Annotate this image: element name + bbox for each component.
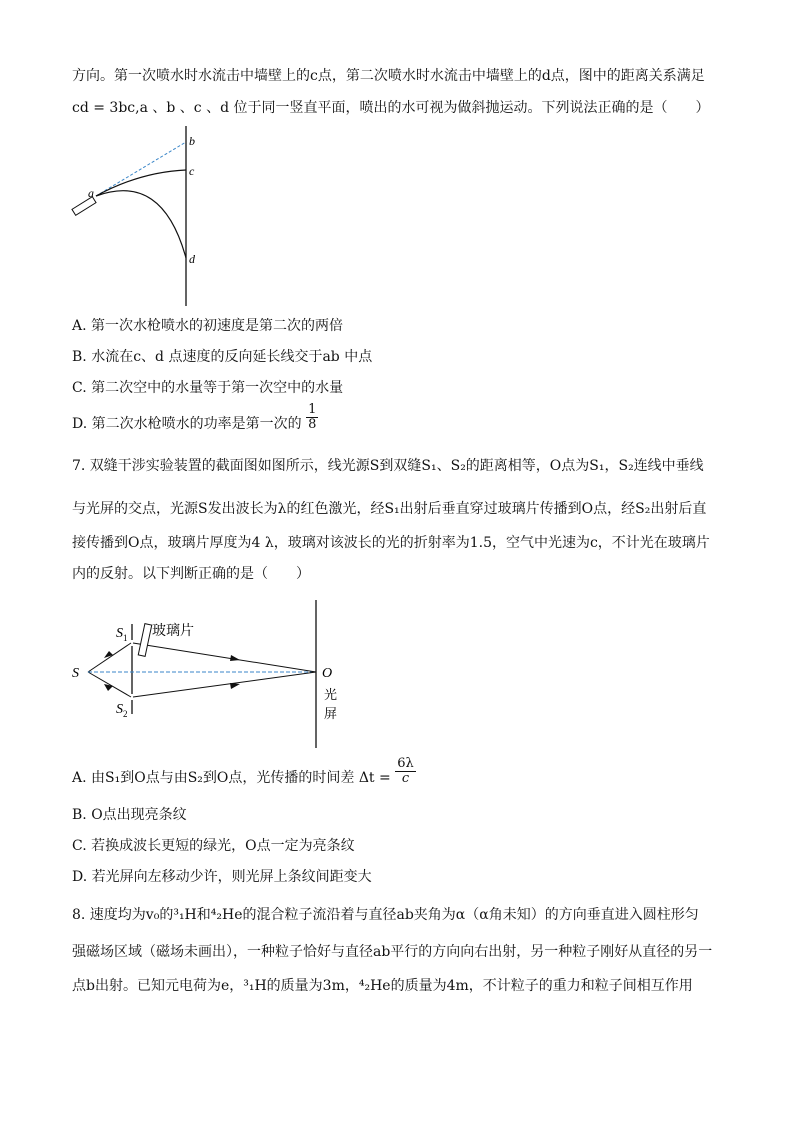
q7-option-c: C. 若换成波长更短的绿光，O点一定为亮条纹 (72, 838, 355, 854)
q8-text-line2: 强磁场区域（磁场未画出），一种粒子恰好与直径ab平行的方向向右出射，另一种粒子刚好从直径的另一 (72, 944, 713, 960)
label-a: a (88, 186, 94, 200)
ray-s-s2 (88, 672, 131, 697)
label-b: b (189, 134, 195, 148)
ray-s1-o (133, 643, 316, 672)
q6-option-b: B. 水流在c、d 点速度的反向延长线交于ab 中点 (72, 349, 373, 365)
arrow-s-s2 (104, 684, 113, 691)
q6-text-line1: 方向。第一次喷水时水流击中墙壁上的c点，第二次喷水时水流击中墙壁上的d点，图中的距离关系满足 (72, 68, 705, 84)
label-s2: $S_2$ (116, 702, 128, 719)
q6-option-a: A. 第一次水枪喷水的初速度是第二次的两倍 (72, 318, 344, 334)
label-d: d (189, 252, 195, 266)
label-o: O (322, 666, 333, 681)
label-screen-2: 屏 (324, 707, 338, 722)
arrow-s2-o (230, 683, 240, 689)
q7-option-a-fraction (395, 757, 416, 786)
q7-option-a-text: A. 由S₁到O点与由S₂到O点，光传播的时间差 Δt = (72, 770, 391, 786)
q7-text-line4: 内的反射。以下判断正确的是（ ） (72, 566, 310, 582)
q6-option-c: C. 第二次空中的水量等于第一次空中的水量 (72, 380, 344, 396)
frac-denominator: c (401, 770, 410, 786)
q7-text-line1: 7. 双缝干涉实验装置的截面图如图所示，线光源S到双缝S₁、S₂的距离相等，O点为S₁，S₂连线中垂线 (72, 458, 704, 474)
glass-plate (138, 624, 152, 657)
frac-denominator: 8 (308, 416, 317, 432)
label-glass: 玻璃片 (152, 623, 194, 639)
ray-s-s1 (88, 643, 131, 672)
q6-option-d-text: D. 第二次水枪喷水的功率是第一次的 (72, 416, 302, 432)
frac-numerator: 6λ (397, 755, 414, 771)
q7-text-line2: 与光屏的交点，光源S发出波长为λ的红色激光，经S₁出射后垂直穿过玻璃片传播到O点，经S₂出射后直 (72, 501, 707, 517)
q7-option-b: B. O点出现亮条纹 (72, 807, 187, 823)
label-s1: $S_1$ (116, 626, 128, 643)
label-s: S (72, 666, 79, 681)
label-screen-1: 光 (324, 688, 338, 703)
ray-s2-o (133, 672, 316, 697)
label-c: c (189, 164, 195, 178)
q8-text-line1: 8. 速度均为v₀的³₁H和⁴₂He的混合粒子流沿着与直径ab夹角为α（α角未知）的方向垂直进入圆柱形匀 (72, 907, 699, 923)
q8-text-line3: 点b出射。已知元电荷为e，³₁H的质量为3m，⁴₂He的质量为4m，不计粒子的重力和粒子间相互作用 (72, 978, 693, 994)
arrow-s-s1 (104, 651, 113, 658)
q7-text-line3: 接传播到O点，玻璃片厚度为4 λ，玻璃对该波长的光的折射率为1.5，空气中光速为c，不计光在玻璃片 (72, 535, 710, 551)
q6-text-line2: cd = 3bc,a 、b 、c 、d 位于同一竖直平面，喷出的水可视为做斜抛运动。下列说法正确的是（ ） (72, 100, 710, 116)
arrow-s1-o (230, 655, 240, 661)
frac-numerator: 1 (308, 401, 317, 417)
q7-option-d: D. 若光屏向左移动少许，则光屏上条纹间距变大 (72, 869, 372, 885)
